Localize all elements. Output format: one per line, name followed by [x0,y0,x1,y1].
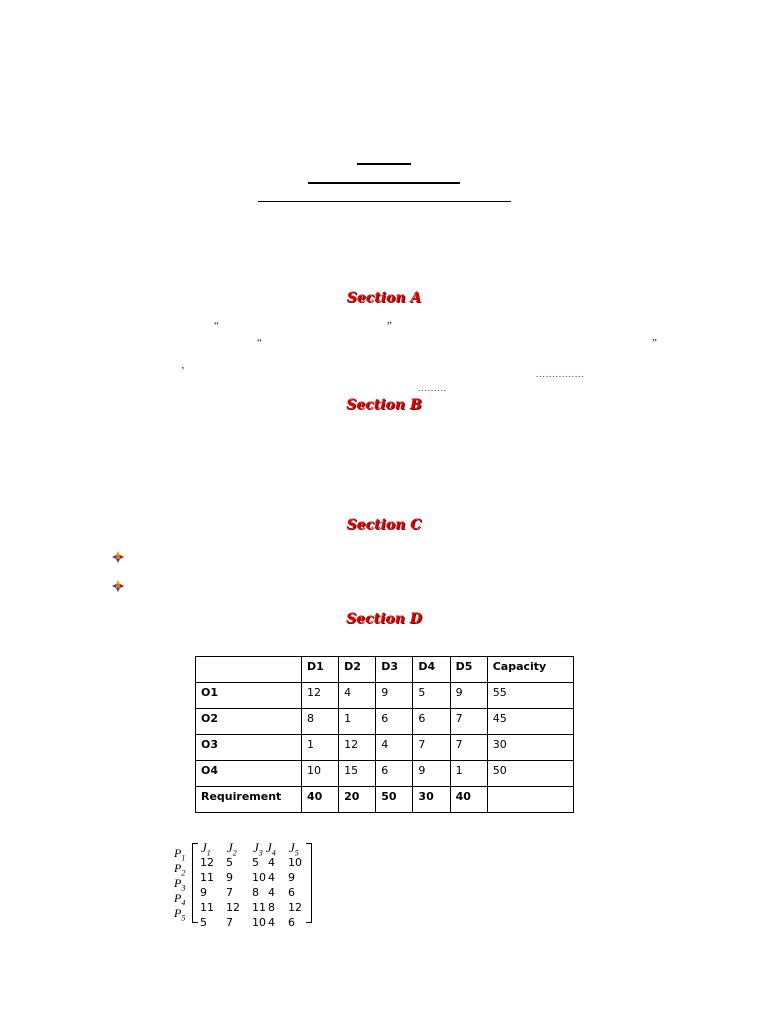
table-row [196,709,574,735]
quote-open-2: “ [257,337,262,349]
matrix-cell: 12 [288,901,302,914]
table-cell: 30 [413,787,450,813]
table-row [196,683,574,709]
matrix-col-label: $J_1$ [201,840,211,858]
matrix-cell: 9 [200,886,207,899]
section-c-title: Section C [346,517,422,533]
table-cell: 7 [450,709,487,735]
matrix-cell: 7 [226,916,233,929]
table-header-cell: Capacity [487,657,573,683]
matrix-cell: 10 [252,916,266,929]
table-cell: 4 [376,735,413,761]
quote-close-1: ” [387,320,392,332]
table-cell: 1 [339,709,376,735]
section-d-title: Section D [346,611,422,627]
section-b-title: Section B [346,397,422,413]
table-header-cell: D2 [339,657,376,683]
fill-blank-long: ............... [536,369,585,379]
matrix-cell: 6 [288,886,295,899]
table-header-cell: D4 [413,657,450,683]
table-cell [487,787,573,813]
table-row-requirement [196,787,574,813]
table-cell: 9 [413,761,450,787]
four-arrows-bullet-icon [112,580,124,592]
quote-close-2: ” [652,337,657,349]
matrix-row-label: $P_2$ [174,861,186,878]
matrix-cell: 12 [200,856,214,869]
header-rule-medium [308,182,460,184]
table-row-label: O3 [196,735,302,761]
table-row-label: Requirement [196,787,302,813]
table-cell: 7 [450,735,487,761]
table-cell: 50 [487,761,573,787]
matrix-col-label: $J_3$ [253,840,263,858]
matrix-cell: 4 [268,886,275,899]
matrix-bracket-right [306,843,312,923]
table-cell: 4 [339,683,376,709]
matrix-cell: 6 [288,916,295,929]
matrix-cell: 11 [252,901,266,914]
table-cell: 6 [376,709,413,735]
matrix-cell: 4 [268,856,275,869]
table-row-label: O2 [196,709,302,735]
table-cell: 55 [487,683,573,709]
table-cell: 7 [413,735,450,761]
matrix-row-labels [174,846,185,921]
matrix-cell: 11 [200,871,214,884]
table-header-cell: D3 [376,657,413,683]
matrix-col-label: $J_5$ [289,840,299,858]
matrix-cell: 9 [226,871,233,884]
matrix-bracket-left [192,843,198,923]
table-cell: 40 [450,787,487,813]
matrix-cell: 7 [226,886,233,899]
assignment-matrix [174,840,314,929]
table-cell: 40 [302,787,339,813]
matrix-col-label: $J_2$ [227,840,237,858]
table-row-label: O1 [196,683,302,709]
matrix-col-label: $J_4$ [266,840,276,858]
matrix-cell: 9 [288,871,295,884]
matrix-cell: 10 [288,856,302,869]
table-header-cell: D5 [450,657,487,683]
matrix-cell: 12 [226,901,240,914]
table-cell: 6 [413,709,450,735]
table-header-row [196,657,574,683]
apostrophe-mark: ’ [181,365,185,377]
table-cell: 1 [302,735,339,761]
section-a-title: Section A [346,290,422,306]
four-arrows-bullet-icon [112,551,124,563]
matrix-cell: 4 [268,871,275,884]
table-cell: 9 [450,683,487,709]
matrix-cell: 5 [200,916,207,929]
matrix-row-label: $P_4$ [174,891,186,908]
table-cell: 12 [339,735,376,761]
table-header-cell: D1 [302,657,339,683]
table-row [196,761,574,787]
table-cell: 12 [302,683,339,709]
table-cell: 20 [339,787,376,813]
table-cell: 5 [413,683,450,709]
matrix-cell: 4 [268,916,275,929]
matrix-cell: 8 [252,886,259,899]
header-rule-long [258,201,511,202]
matrix-cell: 8 [268,901,275,914]
table-cell: 9 [376,683,413,709]
table-cell [196,657,302,683]
fill-blank-short: ......... [418,383,448,393]
transportation-table [195,656,574,813]
table-cell: 1 [450,761,487,787]
table-cell: 15 [339,761,376,787]
matrix-cell: 11 [200,901,214,914]
table-row [196,735,574,761]
table-cell: 6 [376,761,413,787]
table-cell: 8 [302,709,339,735]
matrix-row-label: $P_5$ [174,906,186,923]
matrix-row-label: $P_3$ [174,876,186,893]
quote-open-1: “ [214,320,219,332]
table-cell: 50 [376,787,413,813]
matrix-row-label: $P_1$ [174,846,186,863]
header-rule-short [357,163,411,165]
matrix-cell: 5 [226,856,233,869]
matrix-cell: 5 [252,856,259,869]
matrix-cell: 10 [252,871,266,884]
table-row-label: O4 [196,761,302,787]
table-cell: 10 [302,761,339,787]
table-cell: 30 [487,735,573,761]
table-cell: 45 [487,709,573,735]
